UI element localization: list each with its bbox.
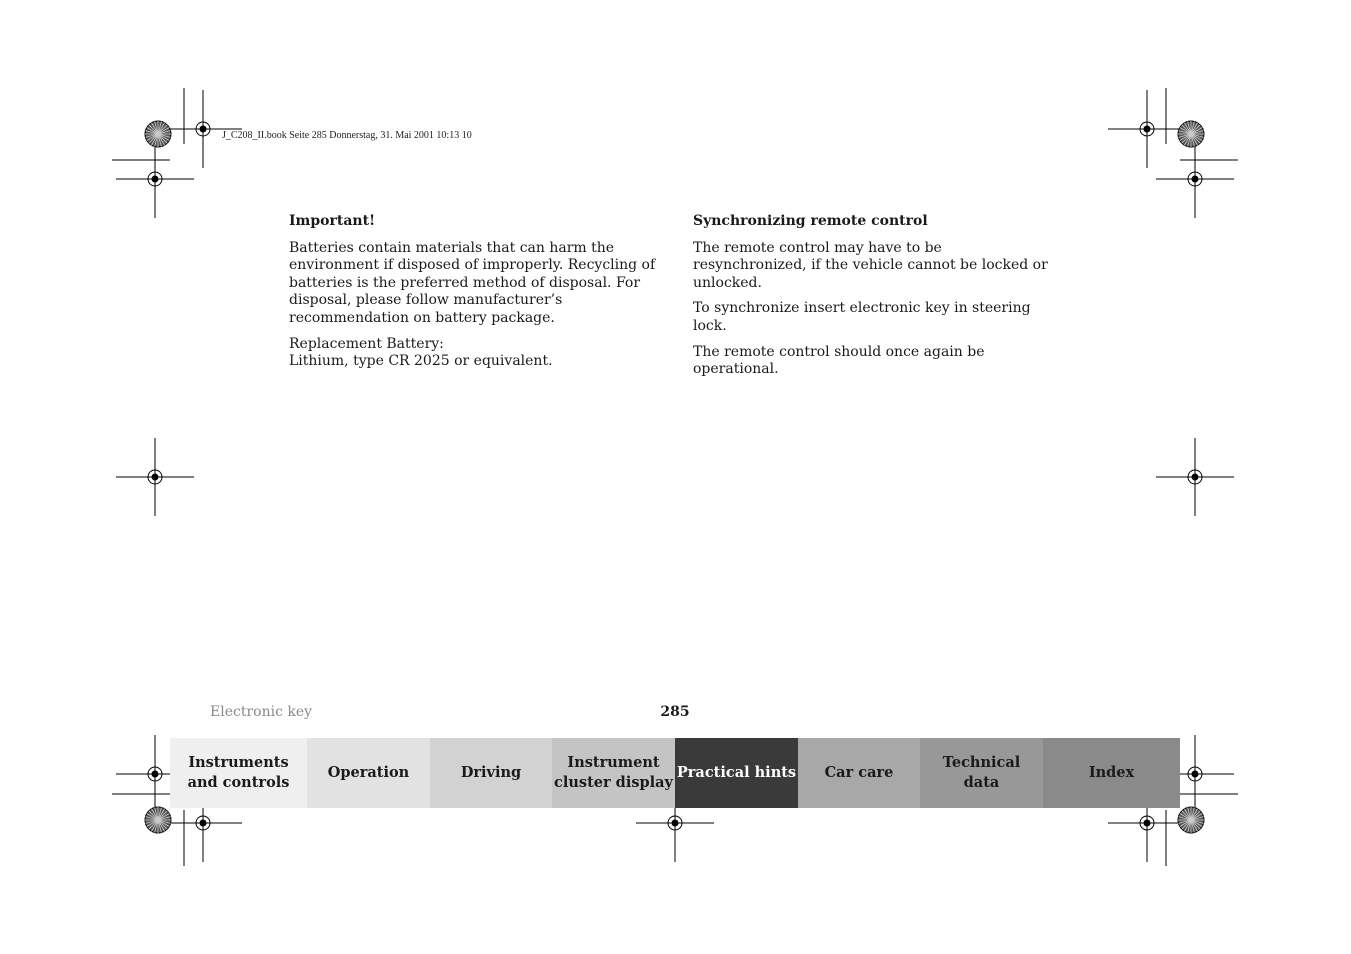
tab-practical-hints[interactable]: Practical hints bbox=[675, 738, 798, 808]
section-label: Electronic key bbox=[210, 704, 313, 720]
color-rosette-mark bbox=[1178, 807, 1204, 833]
important-heading: Important! bbox=[289, 213, 376, 229]
crosshair-mark bbox=[1108, 90, 1186, 168]
color-rosette-mark bbox=[145, 121, 171, 147]
crosshair-mark bbox=[164, 90, 242, 168]
tab-operation[interactable]: Operation bbox=[307, 738, 430, 808]
chapter-tab-bar bbox=[170, 738, 1180, 808]
operational-paragraph: The remote control should once again be operational. bbox=[693, 343, 985, 378]
tab-instruments-and-controls[interactable]: Instruments and controls bbox=[170, 738, 307, 808]
tab-driving[interactable]: Driving bbox=[430, 738, 552, 808]
color-rosette-mark bbox=[1178, 121, 1204, 147]
tab-index[interactable]: Index bbox=[1043, 738, 1180, 808]
crosshair-mark bbox=[1156, 438, 1234, 516]
tab-technical-data[interactable]: Technical data bbox=[920, 738, 1043, 808]
replacement-battery-paragraph bbox=[289, 336, 659, 371]
left-column bbox=[289, 213, 659, 379]
crosshair-mark bbox=[1156, 140, 1234, 218]
crosshair-mark bbox=[116, 140, 194, 218]
color-rosette-mark bbox=[145, 807, 171, 833]
battery-disposal-paragraph: Batteries contain materials that can harm the environment if disposed of improperly. Recycling of batteries is the preferred method of disposal. For disposal, please follow manufacturer’s recommendation on battery package. bbox=[289, 239, 656, 326]
tab-instrument-cluster-display[interactable]: Instrument cluster display bbox=[552, 738, 675, 808]
right-column bbox=[693, 213, 1058, 387]
replacement-battery-value: Lithium, type CR 2025 or equivalent. bbox=[289, 353, 553, 370]
print-header: J_C208_II.book Seite 285 Donnerstag, 31. Mai 2001 10:13 10 bbox=[222, 130, 472, 141]
replacement-battery-label: Replacement Battery: bbox=[289, 335, 444, 352]
synchronizing-heading: Synchronizing remote control bbox=[693, 213, 928, 229]
crosshair-mark bbox=[116, 438, 194, 516]
insert-key-paragraph: To synchronize insert electronic key in steering lock. bbox=[693, 300, 1031, 334]
tab-car-care[interactable]: Car care bbox=[798, 738, 920, 808]
resync-paragraph: The remote control may have to be resynchronized, if the vehicle cannot be locked or unlocked. bbox=[693, 239, 1048, 291]
page-number: 285 bbox=[660, 704, 690, 720]
